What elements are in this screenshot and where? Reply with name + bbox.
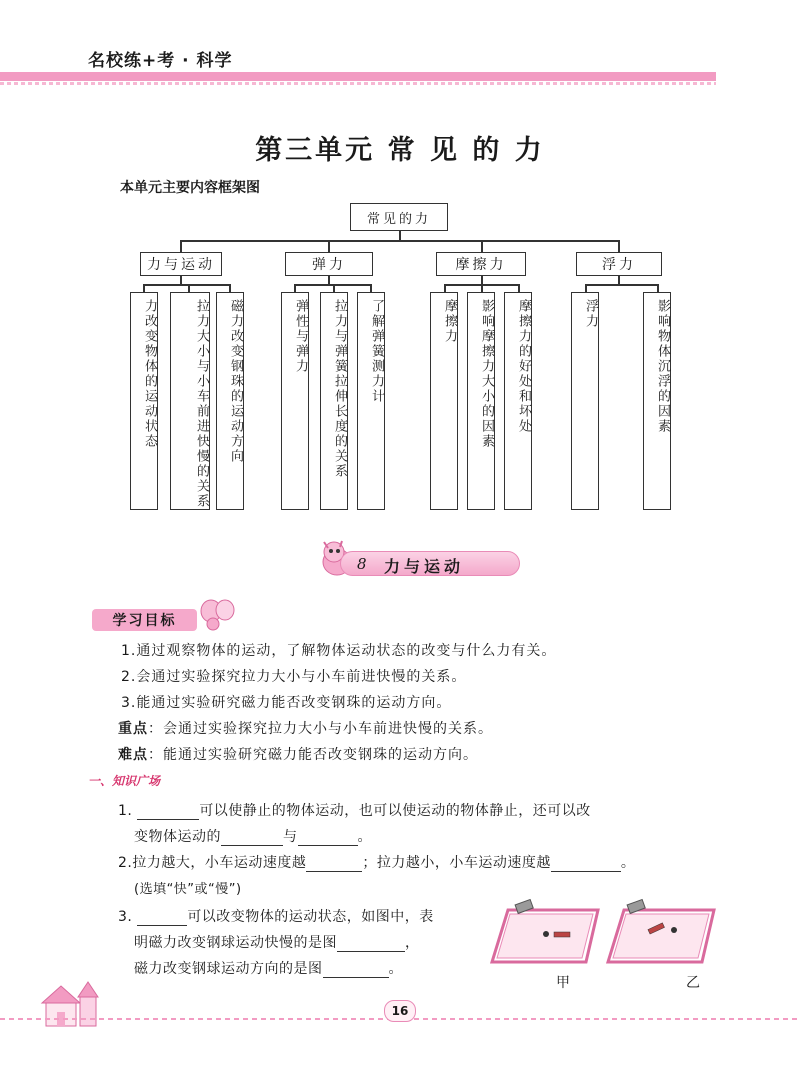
framework-caption: 本单元主要内容框架图 [120, 180, 260, 196]
tree-branch-motion: 力与运动 [140, 252, 222, 276]
difficult-point-text: ：能通过实验研究磁力能否改变钢珠的运动方向。 [148, 747, 478, 763]
tree-connector [328, 276, 330, 284]
tree-connector [481, 240, 483, 252]
objective-item: 1.通过观察物体的运动，了解物体运动状态的改变与什么力有关。 [121, 643, 557, 659]
tree-connector [585, 284, 658, 286]
tree-connector [657, 284, 659, 292]
figure-label-yi: 乙 [686, 975, 701, 991]
answer-blank[interactable] [551, 857, 621, 872]
tree-leaf: 磁力改变钢珠的运动方向 [216, 292, 244, 510]
objectives-tag: 学习目标 [92, 609, 197, 631]
tree-branch-friction: 摩擦力 [436, 252, 526, 276]
tree-connector [180, 240, 620, 242]
header-title: 名校练+考 · 科学 [88, 51, 233, 71]
question-text: ；拉力越小，小车运动速度越 [362, 855, 551, 871]
answer-blank[interactable] [137, 805, 199, 820]
answer-blank[interactable] [306, 857, 362, 872]
section-head: 一、知识广场 [88, 774, 161, 788]
question-text: 。 [388, 961, 403, 977]
tree-connector [481, 276, 483, 284]
tree-leaf: 了解弹簧测力计 [357, 292, 385, 510]
tree-connector [143, 284, 145, 292]
question-3-line-3 [134, 958, 403, 978]
tree-connector [585, 284, 587, 292]
question-text: 。 [357, 829, 372, 845]
tree-connector [328, 240, 330, 252]
question-number: 1. [118, 803, 133, 819]
question-number: 2. [118, 855, 133, 871]
question-1-line-1 [118, 800, 591, 820]
question-2-hint: (选填“快”或“慢”) [134, 882, 242, 897]
tree-leaf: 拉力大小与小车前进快慢的关系 [170, 292, 210, 510]
tree-connector [518, 284, 520, 292]
question-text: 拉力越大，小车运动速度越 [132, 855, 307, 871]
key-point-text: ：会通过实验探究拉力大小与小车前进快慢的关系。 [148, 721, 493, 737]
lesson-title: 力与运动 [384, 557, 465, 576]
question-text: 与 [283, 829, 298, 845]
tree-leaf: 摩擦力 [430, 292, 458, 510]
lesson-number: 8 [357, 555, 367, 573]
question-text: ， [405, 935, 420, 951]
tree-connector [188, 284, 190, 292]
tree-connector [143, 284, 230, 286]
tree-leaf: 弹性与弹力 [281, 292, 309, 510]
tree-leaf: 影响摩擦力大小的因素 [467, 292, 495, 510]
tree-connector [444, 284, 446, 292]
question-number: 3. [118, 909, 133, 925]
header-band [0, 72, 716, 81]
unit-title: 第三单元 常 见 的 力 [255, 135, 545, 166]
objective-item: 2.会通过实验探究拉力大小与小车前进快慢的关系。 [121, 669, 467, 685]
house-decoration-icon [36, 976, 106, 1028]
question-text: 明磁力改变钢球运动快慢的是图 [134, 935, 337, 951]
answer-blank[interactable] [298, 831, 358, 846]
tree-connector [399, 230, 401, 240]
answer-blank[interactable] [137, 911, 187, 926]
tree-leaf: 浮力 [571, 292, 599, 510]
question-3-line-2 [134, 932, 420, 952]
objective-item: 3.能通过实验研究磁力能否改变钢珠的运动方向。 [121, 695, 452, 711]
question-2-line-1 [118, 852, 635, 872]
figure-jia-magnet-board [488, 898, 606, 972]
tree-connector [370, 284, 372, 292]
header-band-dots [0, 82, 716, 85]
tree-root: 常见的力 [350, 203, 448, 231]
figure-label-jia: 甲 [556, 975, 571, 991]
answer-blank[interactable] [221, 831, 283, 846]
question-text: 可以改变物体的运动状态，如图中，表 [187, 909, 434, 925]
key-point [118, 718, 493, 738]
butterfly-icon [198, 598, 238, 632]
question-text: 可以使静止的物体运动，也可以使运动的物体静止，还可以改 [199, 803, 591, 819]
tree-connector [294, 284, 296, 292]
tree-leaf: 影响物体沉浮的因素 [643, 292, 671, 510]
tree-branch-elastic: 弹力 [285, 252, 373, 276]
tree-leaf: 拉力与弹簧拉伸长度的关系 [320, 292, 348, 510]
question-text: 磁力改变钢球运动方向的是图 [134, 961, 323, 977]
tree-leaf: 力改变物体的运动状态 [130, 292, 158, 510]
key-point-label: 重点 [118, 721, 148, 737]
question-text: 变物体运动的 [134, 829, 221, 845]
question-3-line-1 [118, 906, 434, 926]
question-text: 。 [620, 855, 636, 871]
tree-connector [229, 284, 231, 292]
figure-yi-magnet-board [604, 898, 722, 972]
difficult-point-label: 难点 [118, 747, 148, 763]
difficult-point [118, 744, 478, 764]
tree-connector [180, 240, 182, 252]
tree-connector [180, 276, 182, 284]
tree-connector [618, 276, 620, 284]
answer-blank[interactable] [337, 937, 405, 952]
question-1-line-2 [134, 826, 372, 846]
tree-connector [618, 240, 620, 252]
page-number: 16 [384, 1000, 416, 1022]
answer-blank[interactable] [323, 963, 389, 978]
tree-connector [481, 284, 483, 292]
tree-connector [333, 284, 335, 292]
tree-leaf: 摩擦力的好处和坏处 [504, 292, 532, 510]
tree-branch-buoyancy: 浮力 [576, 252, 662, 276]
